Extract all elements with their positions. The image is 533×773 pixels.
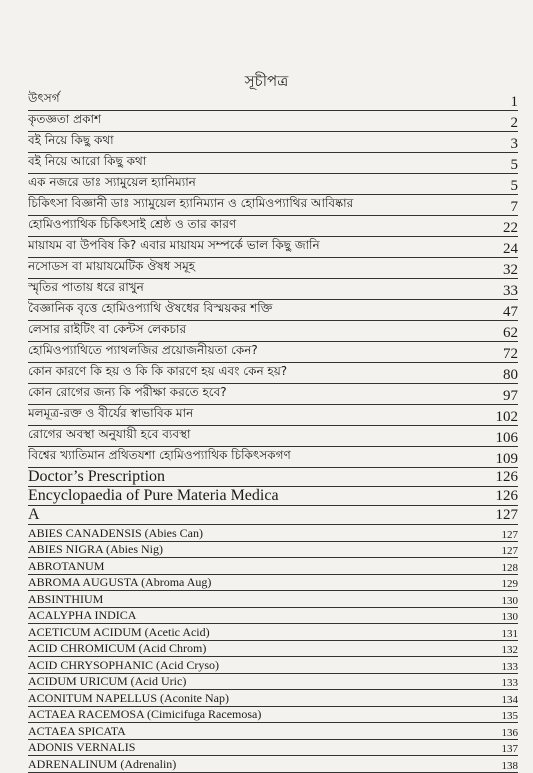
- toc-entry-page: 131: [501, 627, 518, 640]
- toc-entry-page: 2: [510, 115, 518, 131]
- toc-entry: [28, 756, 518, 773]
- toc-entry-page: 136: [501, 726, 518, 739]
- toc-entry: [28, 321, 518, 342]
- toc-entry: [28, 426, 518, 447]
- toc-entry-title: Doctor’s Prescription: [28, 468, 166, 485]
- toc-entry-page: 135: [501, 710, 518, 722]
- toc-entry-page: 62: [503, 325, 518, 341]
- toc-entry-title: ACID CHRYSOPHANIC (Acid Cryso): [28, 657, 220, 672]
- toc-entry: [28, 111, 518, 132]
- toc-entry-title: ABSINTHIUM: [28, 591, 104, 606]
- toc-entry-title: ACETICUM ACIDUM (Acetic Acid): [28, 624, 210, 639]
- toc-entry-title: নসোডস বা মায়াযমেটিক ঔষধ সমূহ: [28, 259, 196, 273]
- toc-entry: [28, 279, 518, 300]
- toc-entry-title: ACID CHROMICUM (Acid Chrom): [28, 641, 207, 655]
- toc-entry-title: রোগের অবস্থা অনুযায়ী হবে ব্যবস্থা: [28, 427, 191, 441]
- toc-entry-title: কোন রোগের জন্য কি পরীক্ষা করতে হবে?: [28, 385, 227, 399]
- toc-entry-page: 130: [501, 611, 518, 623]
- toc-entry: [28, 525, 518, 542]
- toc-entry-title: বৈজ্ঞানিক বৃত্তে হোমিওপ্যাথি ঔষধের বিস্ময়কর শক্তি: [28, 301, 273, 315]
- toc-entry-page: 5: [510, 178, 518, 194]
- toc-entry-title: Encyclopaedia of Pure Materia Medica: [28, 487, 279, 504]
- toc-entry: [28, 363, 518, 384]
- toc-entry-title: ACIDUM URICUM (Acid Uric): [28, 674, 187, 688]
- toc-entry-title: স্মৃতির পাতায় ধরে রাখুন: [28, 280, 144, 294]
- toc-entry-page: 129: [501, 578, 518, 590]
- toc-entry: [28, 174, 518, 195]
- toc-entry-title: ADONIS VERNALIS: [28, 740, 136, 754]
- toc-entry: [28, 132, 518, 153]
- toc-entry-title: A: [28, 506, 40, 523]
- toc-entry: [28, 468, 518, 487]
- toc-entry: [28, 542, 518, 559]
- toc-entry-page: 134: [501, 693, 518, 706]
- toc-entry: [28, 447, 518, 468]
- toc-entry-page: 7: [510, 199, 518, 215]
- toc-entry: [28, 707, 518, 724]
- toc-entry-page: 80: [503, 367, 518, 383]
- toc-entry: [28, 657, 518, 674]
- toc-entry-title: ACTAEA SPICATA: [28, 723, 126, 738]
- toc-entry-title: ACALYPHA INDICA: [28, 608, 137, 622]
- toc-entry-page: 126: [495, 469, 518, 485]
- toc-entry: [28, 90, 518, 111]
- toc-entry: [28, 487, 518, 506]
- toc-entry: [28, 300, 518, 321]
- toc-entry-title: ABIES NIGRA (Abies Nig): [28, 542, 163, 556]
- page-title: সূচীপত্র: [244, 72, 289, 90]
- toc-entry-title: চিকিৎসা বিজ্ঞানী ডাঃ স্যামুয়েল হ্যানিম্যান ও হোমিওপ্যাথির আবিষ্কার: [28, 196, 354, 210]
- toc-entry-page: 106: [495, 430, 518, 446]
- toc-entry-title: বই নিয়ে আরো কিছু কথা: [28, 154, 147, 168]
- toc-entry: [28, 740, 518, 757]
- toc-entry: [28, 674, 518, 691]
- toc-entry-page: 138: [501, 759, 518, 772]
- toc-entry-page: 47: [503, 304, 518, 320]
- toc-entry-page: 33: [503, 283, 518, 299]
- toc-entry: [28, 216, 518, 237]
- toc-entry-title: ABROTANUM: [28, 558, 105, 573]
- toc-entry-page: 1: [510, 94, 518, 110]
- toc-entry-page: 22: [503, 220, 518, 236]
- toc-entry-page: 127: [495, 507, 518, 523]
- toc-entry-page: 3: [510, 136, 518, 152]
- toc-entry-title: ACONITUM NAPELLUS (Aconite Nap): [28, 690, 229, 705]
- toc-entry: [28, 506, 518, 525]
- toc-entry: [28, 608, 518, 625]
- toc-entry: [28, 342, 518, 363]
- toc-entry-title: এক নজরে ডাঃ স্যামুয়েল হ্যানিম্যান: [28, 175, 196, 189]
- toc-entry-page: 109: [495, 451, 518, 467]
- toc-entry-page: 126: [495, 488, 518, 504]
- toc-entry-page: 5: [510, 157, 518, 173]
- toc-entry-title: ACTAEA RACEMOSA (Cimicifuga Racemosa): [28, 707, 262, 721]
- toc-entry-title: উৎসর্গ: [28, 91, 60, 105]
- toc-entry: [28, 690, 518, 707]
- toc-entry-page: 127: [501, 528, 518, 541]
- table-of-contents: [28, 90, 518, 773]
- toc-entry-page: 132: [501, 644, 518, 656]
- toc-entry-title: মায়াযম বা উপবিষ কি? এবার মায়াযম সম্পর্কে ভাল কিছু জানি: [28, 238, 320, 252]
- toc-entry-page: 133: [501, 660, 518, 673]
- toc-entry: [28, 624, 518, 641]
- toc-entry-title: কোন কারণে কি হয় ও কি কি কারণে হয় এবং কেন হয়?: [28, 364, 288, 378]
- toc-entry-title: ABIES CANADENSIS (Abies Can): [28, 525, 203, 540]
- toc-entry: [28, 558, 518, 575]
- toc-entry-title: লেসার রাইটিং বা কেন্টস লেকচার: [28, 322, 187, 336]
- toc-entry-page: 127: [501, 545, 518, 557]
- toc-entry: [28, 195, 518, 216]
- toc-entry-page: 128: [501, 561, 518, 574]
- toc-entry-title: হোমিওপ্যাথিতে প্যাথলজির প্রয়োজনীয়তা কেন?: [28, 343, 258, 357]
- toc-entry-page: 137: [501, 743, 518, 755]
- toc-entry-title: ABROMA AUGUSTA (Abroma Aug): [28, 575, 212, 589]
- toc-entry-page: 32: [503, 262, 518, 278]
- toc-entry-title: বিশ্বের খ্যাতিমান প্রথিতযশা হোমিওপ্যাথিক চিকিৎসকগণ: [28, 448, 291, 462]
- toc-entry-title: কৃতজ্ঞতা প্রকাশ: [28, 112, 102, 126]
- toc-entry-title: মলমূত্র-রক্ত ও বীর্যের স্বাভাবিক মান: [28, 406, 194, 420]
- toc-entry: [28, 591, 518, 608]
- toc-entry-page: 102: [495, 409, 518, 425]
- toc-entry-page: 130: [501, 594, 518, 607]
- toc-entry-title: বই নিয়ে কিছু কথা: [28, 133, 114, 147]
- toc-entry: [28, 575, 518, 592]
- toc-entry: [28, 405, 518, 426]
- toc-entry-page: 133: [501, 677, 518, 689]
- toc-entry: [28, 641, 518, 658]
- toc-entry: [28, 723, 518, 740]
- toc-entry: [28, 153, 518, 174]
- toc-entry: [28, 237, 518, 258]
- toc-entry-page: 97: [503, 388, 518, 404]
- toc-entry-page: 24: [503, 241, 518, 257]
- toc-entry: [28, 384, 518, 405]
- toc-entry-title: ADRENALINUM (Adrenalin): [28, 756, 177, 771]
- toc-entry-page: 72: [503, 346, 518, 362]
- toc-entry: [28, 258, 518, 279]
- toc-entry-title: হোমিওপ্যাথিক চিকিৎসাই শ্রেষ্ঠ ও তার কারণ: [28, 217, 237, 231]
